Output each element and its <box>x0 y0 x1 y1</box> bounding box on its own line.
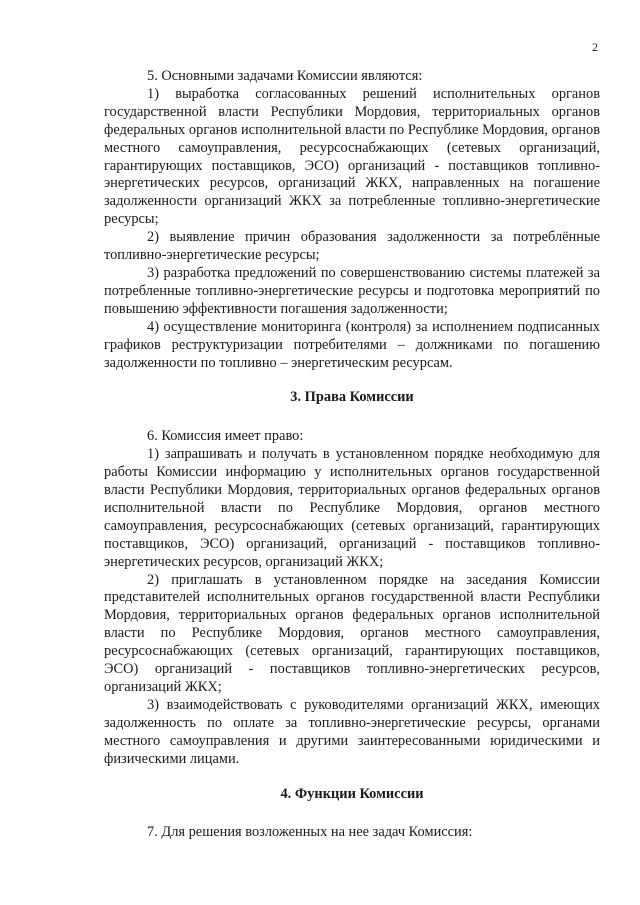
section-4-functions <box>104 824 600 842</box>
paragraph-task-1: 1) выработка согласованных решений исполнительных органов государственной власти Республики Мордовия, территориальных органов федеральных органов исполнительной власти по Республике Мордовия, органов местного самоуправления, ресурсоснабжающих (сетевых организаций, гарантирующих поставщиков, ЭСО) организаций - поставщиков топливно-энергетических ресурсов, организаций ЖКХ, направленных на погашение задолженности организаций ЖКХ за потребленные топливно-энергетические ресурсы; <box>104 85 600 228</box>
section-4-heading: 4. Функции Комиссии <box>280 785 424 802</box>
paragraph-rights-intro: 6. Комиссия имеет право: <box>147 428 304 445</box>
paragraph-tasks-intro: 5. Основными задачами Комиссии являются: <box>147 68 423 84</box>
page-number: 2 <box>592 40 598 54</box>
section-3-rights <box>104 428 600 768</box>
section-5-tasks <box>104 68 600 372</box>
paragraph-right-3: 3) взаимодействовать с руководителями организаций ЖКХ, имеющих задолженность по оплате за топливно-энергетические ресурсы, органами местного самоуправления и другими заинтересованными юридическими и физическими лицами. <box>104 696 600 767</box>
paragraph-task-2: 2) выявление причин образования задолженности за потреблённые топливно-энергетические ресурсы; <box>104 229 600 264</box>
paragraph-right-1: 1) запрашивать и получать в установленном порядке необходимую для работы Комиссии информацию у исполнительных органов государственной власти Республики Мордовия, территориальных органов федеральных органов исполнительной власти по Республике Мордовия, органов местного самоуправления, ресурсоснабжающих (сетевых организаций, гарантирующих поставщиков, ЭСО) организаций, организаций - поставщиков топливно-энергетических ресурсов, организаций ЖКХ; <box>104 446 600 570</box>
paragraph-functions-intro: 7. Для решения возложенных на нее задач Комиссия: <box>147 824 473 841</box>
paragraph-right-2: 2) приглашать в установленном порядке на заседания Комиссии представителей исполнительных органов государственной власти Республики Мордовия, территориальных органов федеральных органов исполнительной власти по Республике Мордовия, органов местного самоуправления, ресурсоснабжающих (сетевых организаций, гарантирующих поставщиков, ЭСО) организаций - поставщиков топливно-энергетических ресурсов, организаций ЖКХ; <box>104 571 600 695</box>
paragraph-task-4: 4) осуществление мониторинга (контроля) за исполнением подписанных графиков реструктуризации потребителями – должниками по погашению задолженности по топливно – энергетическим ресурсам. <box>104 318 600 371</box>
document-body <box>104 68 600 842</box>
section-3-heading: 3. Права Комиссии <box>290 389 414 406</box>
paragraph-task-3: 3) разработка предложений по совершенствованию системы платежей за потребленные топливно-энергетические ресурсы и подготовка мероприятий по повышению эффективности погашения задолженности; <box>104 264 600 317</box>
